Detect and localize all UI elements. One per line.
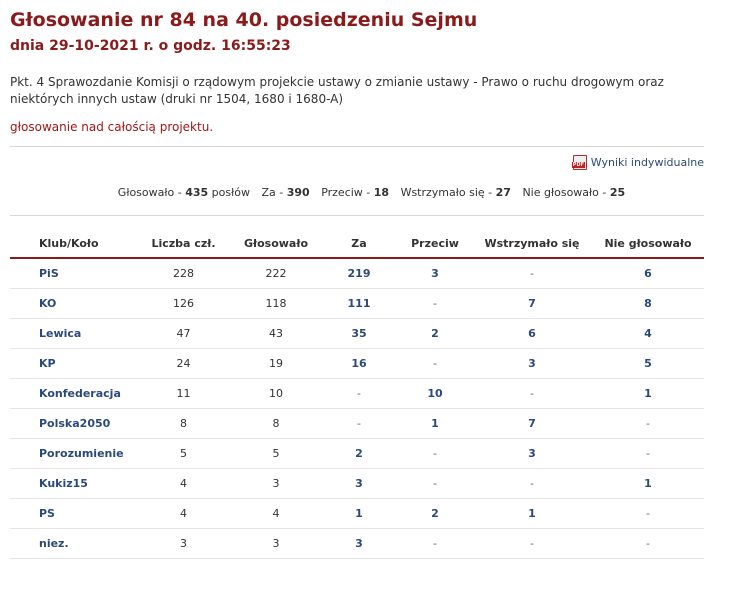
header-yes: Za bbox=[320, 230, 398, 258]
club-link[interactable]: PiS bbox=[10, 258, 135, 288]
abstained-count[interactable]: 3 bbox=[472, 438, 592, 468]
voted-count: 118 bbox=[232, 288, 320, 318]
individual-results-link[interactable] bbox=[573, 155, 704, 170]
voted-count: 3 bbox=[232, 468, 320, 498]
members-count: 4 bbox=[135, 498, 232, 528]
summary-abstained-label: Wstrzymało się - bbox=[400, 186, 493, 199]
abstained-count: - bbox=[472, 258, 592, 288]
header-not-voted: Nie głosowało bbox=[592, 230, 704, 258]
table-row bbox=[10, 258, 704, 288]
members-count: 4 bbox=[135, 468, 232, 498]
club-link[interactable]: KO bbox=[10, 288, 135, 318]
summary-against-value: 18 bbox=[373, 186, 390, 199]
club-link[interactable]: Lewica bbox=[10, 318, 135, 348]
against-count: - bbox=[398, 468, 472, 498]
abstained-count[interactable]: 7 bbox=[472, 288, 592, 318]
table-row bbox=[10, 498, 704, 528]
divider bbox=[10, 146, 704, 147]
members-count: 3 bbox=[135, 528, 232, 558]
against-count: - bbox=[398, 348, 472, 378]
table-row bbox=[10, 408, 704, 438]
against-count: - bbox=[398, 438, 472, 468]
table-row bbox=[10, 528, 704, 558]
summary-not-voted-label: Nie głosowało - bbox=[522, 186, 607, 199]
voted-count: 43 bbox=[232, 318, 320, 348]
yes-count: - bbox=[320, 378, 398, 408]
members-count: 228 bbox=[135, 258, 232, 288]
members-count: 47 bbox=[135, 318, 232, 348]
header-against: Przeciw bbox=[398, 230, 472, 258]
members-count: 24 bbox=[135, 348, 232, 378]
members-count: 5 bbox=[135, 438, 232, 468]
voted-count: 4 bbox=[232, 498, 320, 528]
not-voted-count[interactable]: 5 bbox=[592, 348, 704, 378]
header-club: Klub/Koło bbox=[10, 230, 135, 258]
abstained-count[interactable]: 3 bbox=[472, 348, 592, 378]
summary-yes-label: Za - bbox=[261, 186, 284, 199]
voted-count: 3 bbox=[232, 528, 320, 558]
pdf-icon bbox=[573, 155, 587, 170]
yes-count[interactable]: 219 bbox=[320, 258, 398, 288]
summary-not-voted-value: 25 bbox=[609, 186, 626, 199]
abstained-count[interactable]: 7 bbox=[472, 408, 592, 438]
yes-count[interactable]: 111 bbox=[320, 288, 398, 318]
not-voted-count: - bbox=[592, 498, 704, 528]
header-abstained: Wstrzymało się bbox=[472, 230, 592, 258]
voted-count: 10 bbox=[232, 378, 320, 408]
table-row bbox=[10, 438, 704, 468]
summary-against-label: Przeciw - bbox=[321, 186, 371, 199]
yes-count[interactable]: 1 bbox=[320, 498, 398, 528]
voted-count: 8 bbox=[232, 408, 320, 438]
voted-count: 19 bbox=[232, 348, 320, 378]
summary-abstained-value: 27 bbox=[495, 186, 511, 199]
summary-voted-label: Głosowało - bbox=[117, 186, 182, 199]
not-voted-count: - bbox=[592, 528, 704, 558]
table-row bbox=[10, 288, 704, 318]
club-link[interactable]: niez. bbox=[10, 528, 135, 558]
members-count: 11 bbox=[135, 378, 232, 408]
header-members: Liczba czł. bbox=[135, 230, 232, 258]
yes-count[interactable]: 3 bbox=[320, 528, 398, 558]
agenda-description: Pkt. 4 Sprawozdanie Komisji o rządowym projekcie ustawy o zmianie ustawy - Prawo o ruchu drogowym oraz niektórych innych ustaw (druki nr 1504, 1680 i 1680-A) bbox=[10, 75, 664, 106]
club-link[interactable]: PS bbox=[10, 498, 135, 528]
against-count[interactable]: 2 bbox=[398, 318, 472, 348]
vote-type: głosowanie nad całością projektu. bbox=[10, 120, 214, 134]
individual-results-label: Wyniki indywidualne bbox=[590, 156, 704, 169]
not-voted-count[interactable]: 8 bbox=[592, 288, 704, 318]
yes-count[interactable]: 16 bbox=[320, 348, 398, 378]
against-count: - bbox=[398, 528, 472, 558]
club-link[interactable]: Kukiz15 bbox=[10, 468, 135, 498]
voted-count: 5 bbox=[232, 438, 320, 468]
vote-datetime: dnia 29-10-2021 r. o godz. 16:55:23 bbox=[10, 38, 291, 54]
not-voted-count: - bbox=[592, 408, 704, 438]
not-voted-count: - bbox=[592, 438, 704, 468]
against-count[interactable]: 3 bbox=[398, 258, 472, 288]
header-voted: Głosowało bbox=[232, 230, 320, 258]
not-voted-count[interactable]: 1 bbox=[592, 378, 704, 408]
club-link[interactable]: Konfederacja bbox=[10, 378, 135, 408]
table-header-row bbox=[10, 230, 704, 258]
abstained-count: - bbox=[472, 378, 592, 408]
abstained-count[interactable]: 6 bbox=[472, 318, 592, 348]
vote-summary bbox=[0, 186, 731, 199]
table-row bbox=[10, 468, 704, 498]
not-voted-count[interactable]: 1 bbox=[592, 468, 704, 498]
table-row bbox=[10, 348, 704, 378]
yes-count[interactable]: 35 bbox=[320, 318, 398, 348]
against-count[interactable]: 1 bbox=[398, 408, 472, 438]
abstained-count: - bbox=[472, 468, 592, 498]
not-voted-count[interactable]: 4 bbox=[592, 318, 704, 348]
club-link[interactable]: Porozumienie bbox=[10, 438, 135, 468]
against-count[interactable]: 2 bbox=[398, 498, 472, 528]
abstained-count[interactable]: 1 bbox=[472, 498, 592, 528]
abstained-count: - bbox=[472, 528, 592, 558]
club-link[interactable]: KP bbox=[10, 348, 135, 378]
yes-count[interactable]: 2 bbox=[320, 438, 398, 468]
results-table bbox=[10, 230, 704, 559]
against-count[interactable]: 10 bbox=[398, 378, 472, 408]
table-row bbox=[10, 318, 704, 348]
yes-count[interactable]: 3 bbox=[320, 468, 398, 498]
voted-count: 222 bbox=[232, 258, 320, 288]
table-row bbox=[10, 378, 704, 408]
members-count: 126 bbox=[135, 288, 232, 318]
not-voted-count[interactable]: 6 bbox=[592, 258, 704, 288]
divider bbox=[10, 215, 704, 216]
club-link[interactable]: Polska2050 bbox=[10, 408, 135, 438]
against-count: - bbox=[398, 288, 472, 318]
yes-count: - bbox=[320, 408, 398, 438]
summary-voted-unit: posłów bbox=[211, 186, 250, 199]
summary-yes-value: 390 bbox=[286, 186, 310, 199]
members-count: 8 bbox=[135, 408, 232, 438]
page-title: Głosowanie nr 84 na 40. posiedzeniu Sejmu bbox=[10, 9, 478, 31]
summary-voted-value: 435 bbox=[185, 186, 209, 199]
